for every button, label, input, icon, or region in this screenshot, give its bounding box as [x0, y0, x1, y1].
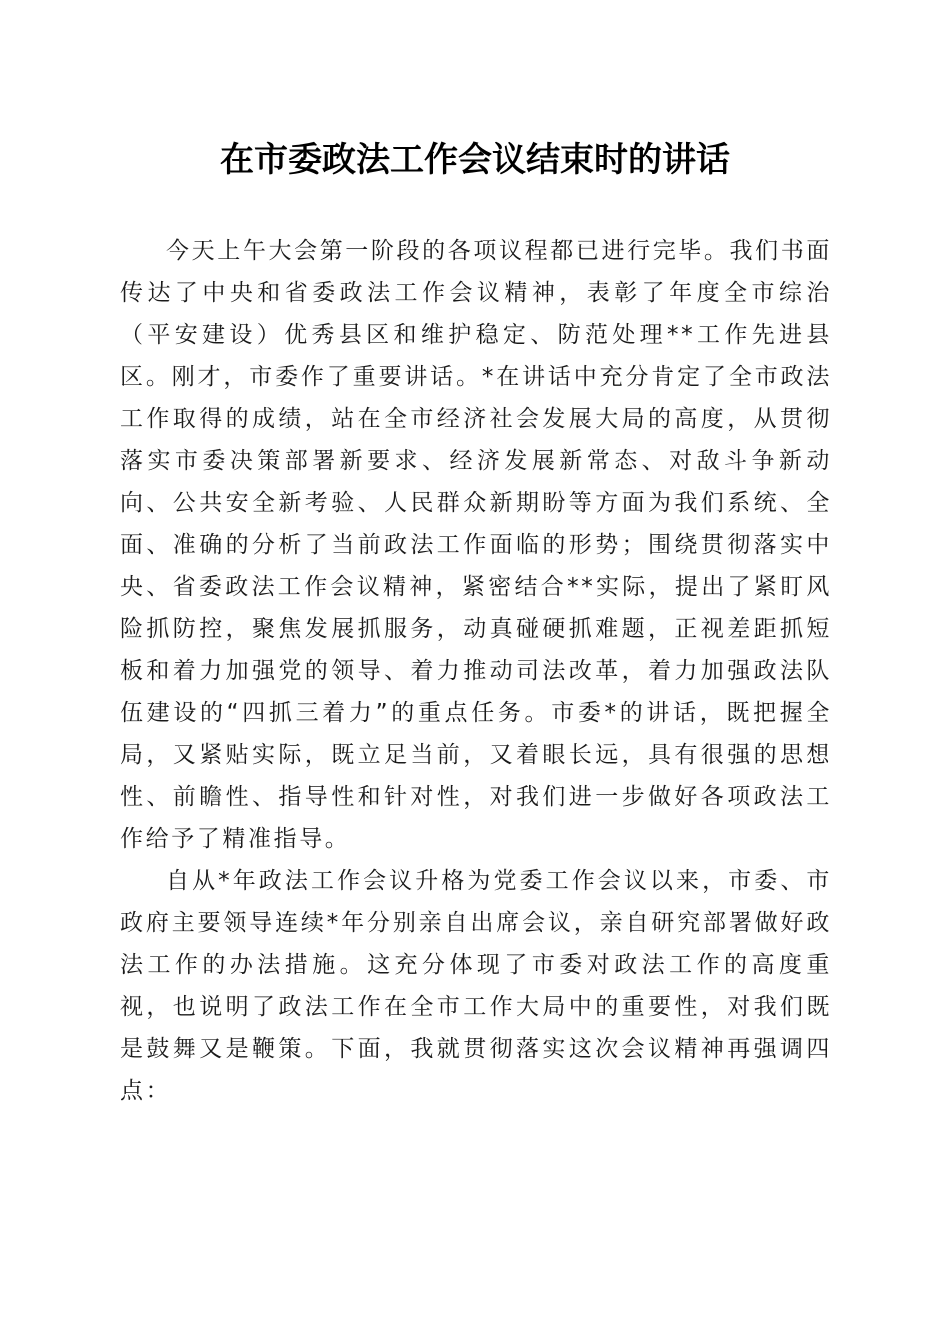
document-title: 在市委政法工作会议结束时的讲话 — [220, 140, 730, 180]
paragraph-2: 自从*年政法工作会议升格为党委工作会议以来，市委、市政府主要领导连续*年分别亲自出席会议，亲自研究部署做好政法工作的办法措施。这充分体现了市委对政法工作的高度重视，也说明了政法工作在全市工作大局中的重要性，对我们既是鼓舞又是鞭策。下面，我就贯彻落实这次会议精神再强调四点： — [120, 868, 832, 1104]
document-body — [120, 230, 832, 1112]
paragraph-1: 今天上午大会第一阶段的各项议程都已进行完毕。我们书面传达了中央和省委政法工作会议精神，表彰了年度全市综治（平安建设）优秀县区和维护稳定、防范处理**工作先进县区。刚才，市委作了重要讲话。*在讲话中充分肯定了全市政法工作取得的成绩，站在全市经济社会发展大局的高度，从贯彻落实市委决策部署新要求、经济发展新常态、对敌斗争新动向、公共安全新考验、人民群众新期盼等方面为我们系统、全面、准确的分析了当前政法工作面临的形势；围绕贯彻落实中央、省委政法工作会议精神，紧密结合**实际，提出了紧盯风险抓防控，聚焦发展抓服务，动真碰硬抓难题，正视差距抓短板和着力加强党的领导、着力推动司法改革，着力加强政法队伍建设的“四抓三着力”的重点任务。市委*的讲话，既把握全局，又紧贴实际，既立足当前，又着眼长远，具有很强的思想性、前瞻性、指导性和针对性，对我们进一步做好各项政法工作给予了精准指导。 — [120, 238, 832, 852]
